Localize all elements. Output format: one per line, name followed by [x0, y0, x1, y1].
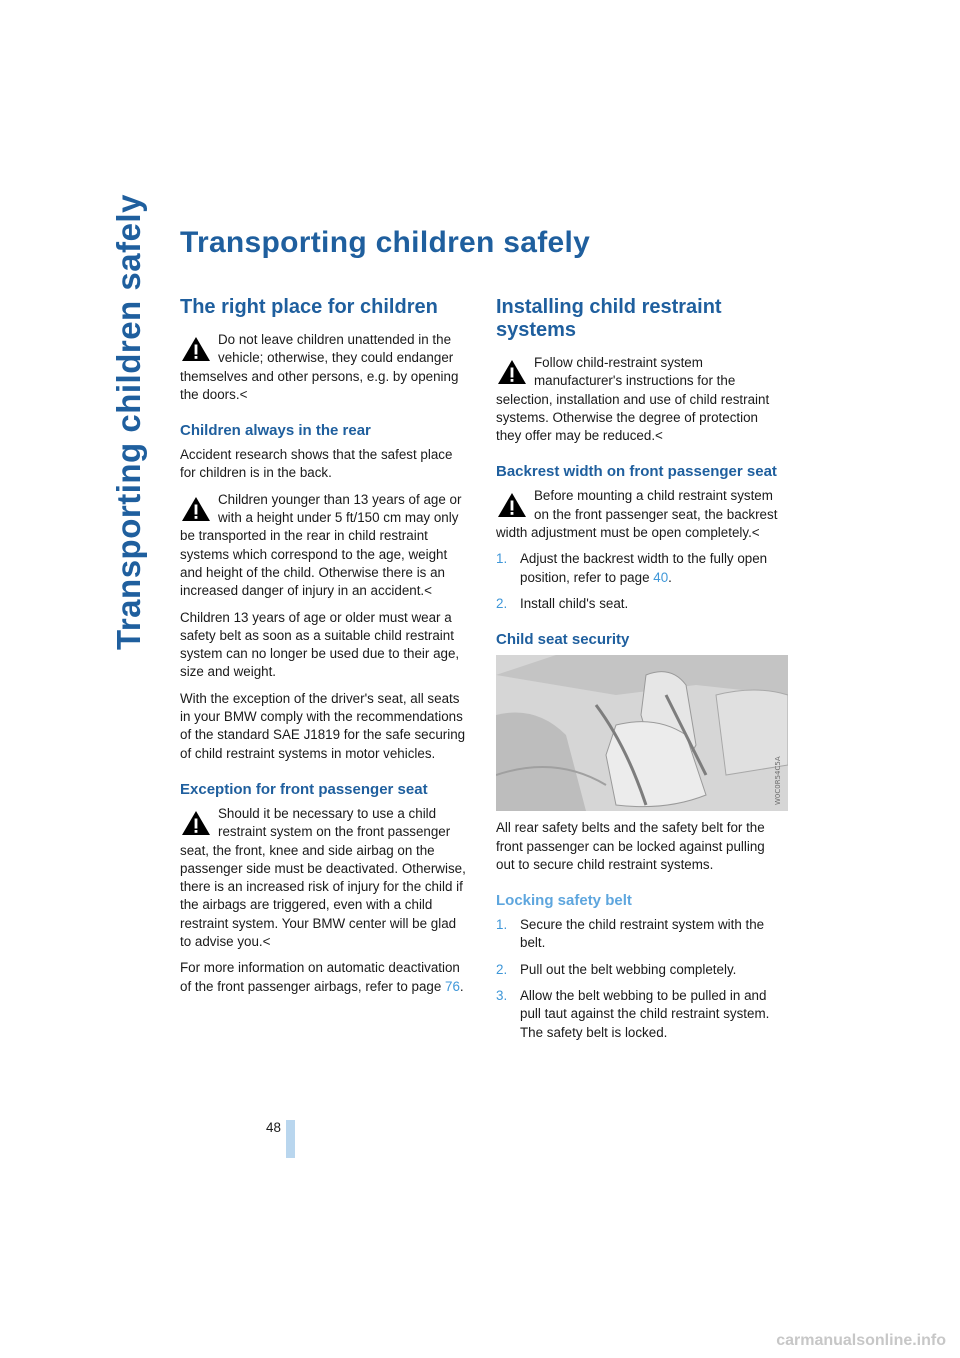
- list-item: [496, 987, 786, 1042]
- warning-triangle-icon: [180, 495, 212, 523]
- step-number: 1.: [496, 917, 508, 933]
- warning-text: Do not leave children unattended in the vehicle; otherwise, they could endanger themselves and other persons, e.g. by opening the doors.: [180, 332, 459, 402]
- paragraph-more-info: [180, 959, 470, 996]
- warning-follow-instructions: [496, 354, 786, 445]
- warning-unattended: [180, 331, 470, 404]
- left-column: [180, 296, 470, 1004]
- warning-younger: [180, 491, 470, 601]
- step-number: 2.: [496, 961, 508, 977]
- page-number-bar: [286, 1120, 295, 1158]
- step-number: 2.: [496, 595, 508, 611]
- heading-installing: Installing child restraint systems: [496, 296, 722, 341]
- warning-text: Children younger than 13 years of age or with a height under 5 ft/150 cm may only be transported in the rear in child restraint systems which correspond to the age, weight and height of the child. Otherwise there is an increased danger of injury in an accident.: [180, 491, 462, 599]
- heading-child-seat-security: Child seat security: [496, 631, 630, 649]
- list-item: [496, 916, 786, 953]
- heading-right-place: The right place for children: [180, 296, 438, 318]
- more-info-end: .: [459, 978, 464, 994]
- step-number: 1.: [496, 551, 508, 567]
- step-text: Adjust the backrest width to the fully open position, refer to page: [520, 551, 768, 585]
- step-number: 3.: [496, 988, 508, 1004]
- warning-triangle-icon: [180, 335, 212, 363]
- end-mark: <: [751, 525, 760, 541]
- backrest-steps: [496, 550, 786, 613]
- step-end: .: [668, 569, 672, 585]
- paragraph-exception-driver: With the exception of the driver's seat, all seats in your BMW comply with the recommendations of the standard SAE J1819 for the safe securing of child restraint systems in motor vehicles.: [180, 690, 466, 761]
- paragraph-older: Children 13 years of age or older must wear a safety belt as soon as a suitable child restraint system can no longer be used due to their age, size and weight.: [180, 609, 460, 680]
- warning-triangle-icon: [496, 358, 528, 386]
- step-text: Allow the belt webbing to be pulled in and pull taut against the child restraint system. The safety belt is locked.: [520, 988, 770, 1040]
- more-info-text: For more information on automatic deactivation of the front passenger airbags, refer to page: [180, 960, 460, 994]
- step-text: Pull out the belt webbing completely.: [520, 961, 737, 977]
- image-code: W0C0R54C5A: [774, 756, 782, 806]
- page-number: 48: [266, 1120, 281, 1135]
- warning-text: Should it be necessary to use a child restraint system on the front passenger seat, the front, knee and side airbag on the passenger side must be deactivated. Otherwise, there is an increased risk of injury for the child if the airbags are triggered, even with a child restraint system. Your BMW center will be glad to advise you.: [180, 805, 466, 950]
- warning-backrest: [496, 487, 786, 542]
- list-item: [496, 961, 786, 979]
- sidebar-title-text: Transporting children safely: [110, 194, 147, 650]
- step-text: Secure the child restraint system with the belt.: [520, 917, 765, 951]
- page-link-76[interactable]: 76: [445, 978, 460, 994]
- end-mark: <: [655, 428, 663, 444]
- warning-text: Before mounting a child restraint system on the front passenger seat, the backrest width adjustment must be open completely.: [496, 488, 778, 541]
- end-mark: <: [424, 583, 432, 599]
- list-item: [496, 595, 786, 613]
- step-text: Install child's seat.: [520, 595, 629, 611]
- warning-triangle-icon: [180, 809, 212, 837]
- paragraph-all-rear: All rear safety belts and the safety belt for the front passenger can be locked against pulling out to secure child restraint systems.: [496, 820, 765, 872]
- warning-front-passenger: [180, 805, 470, 951]
- page-title: Transporting children safely: [180, 226, 591, 259]
- end-mark: <: [239, 386, 248, 402]
- heading-exception-front: Exception for front passenger seat: [180, 780, 428, 798]
- end-mark: <: [262, 934, 271, 950]
- page-link-40[interactable]: 40: [653, 569, 669, 585]
- heading-locking: Locking safety belt: [496, 892, 632, 910]
- locking-steps: [496, 916, 786, 1042]
- watermark: carmanualsonline.info: [776, 1332, 946, 1349]
- heading-children-rear: Children always in the rear: [180, 422, 371, 440]
- warning-triangle-icon: [496, 491, 528, 519]
- heading-backrest: Backrest width on front passenger seat: [496, 463, 777, 481]
- warning-text: Follow child-restraint system manufacturer's instructions for the selection, installation and use of child restraint systems. Otherwise the degree of protection they offer may be reduced.: [496, 355, 770, 444]
- child-seat-illustration: [496, 655, 788, 811]
- list-item: [496, 550, 786, 587]
- paragraph-research: Accident research shows that the safest place for children is in the back.: [180, 447, 453, 481]
- right-column: [496, 296, 786, 1050]
- sidebar-section-title: [110, 194, 154, 650]
